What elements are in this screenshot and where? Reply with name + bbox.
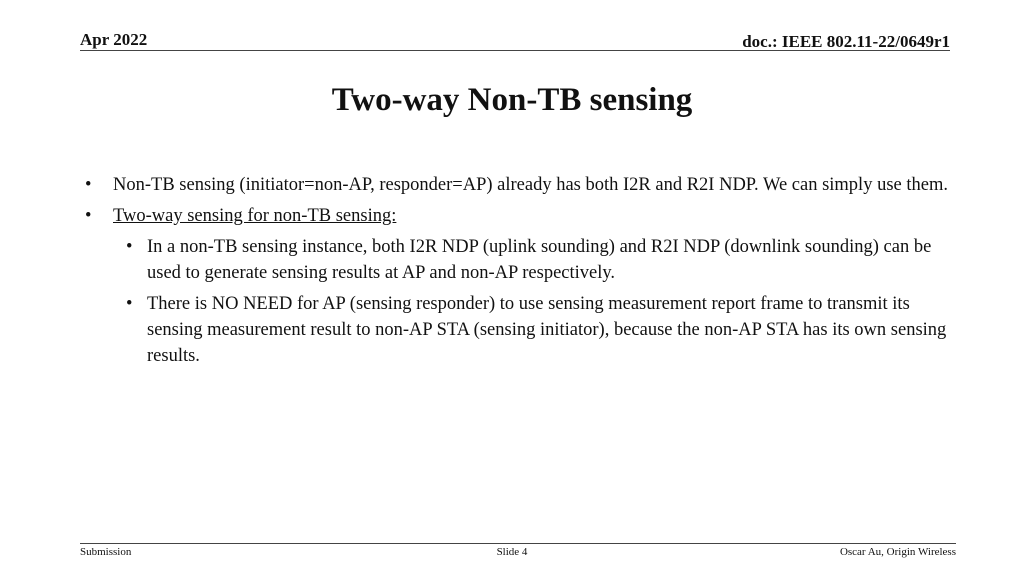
bullet-text: Non-TB sensing (initiator=non-AP, responder=AP) already has both I2R and R2I NDP. We can simply use them. — [113, 175, 948, 195]
header-doc-id: doc.: IEEE 802.11-22/0649r1 — [742, 32, 950, 51]
bullet-icon: • — [126, 294, 133, 314]
bullet-icon: • — [85, 206, 92, 226]
bullet-item — [80, 172, 950, 198]
header-divider — [80, 50, 950, 51]
bullet-icon: • — [85, 175, 92, 195]
bullet-item — [80, 203, 950, 229]
sub-bullet-item — [80, 291, 950, 369]
sub-bullet-text: There is NO NEED for AP (sensing responder) to use sensing measurement report frame to transmit its sensing measurement result to non-AP STA (sensing initiator), because the non-AP STA has its own sensing results. — [147, 294, 947, 366]
header-date: Apr 2022 — [80, 30, 148, 49]
footer-submission: Submission — [80, 546, 132, 558]
footer-slide-number: Slide 4 — [496, 546, 528, 558]
footer-author: Oscar Au, Origin Wireless — [839, 546, 956, 558]
slide-title: Two-way Non-TB sensing — [331, 82, 693, 118]
bullet-text: Two-way sensing for non-TB sensing: — [113, 206, 397, 226]
slide-body — [80, 172, 950, 374]
bullet-icon: • — [126, 237, 133, 257]
sub-bullet-item — [80, 234, 950, 286]
footer-divider — [80, 543, 956, 544]
sub-bullet-text: In a non-TB sensing instance, both I2R NDP (uplink sounding) and R2I NDP (downlink sounding) can be used to generate sensing results at AP and non-AP respectively. — [147, 237, 932, 283]
